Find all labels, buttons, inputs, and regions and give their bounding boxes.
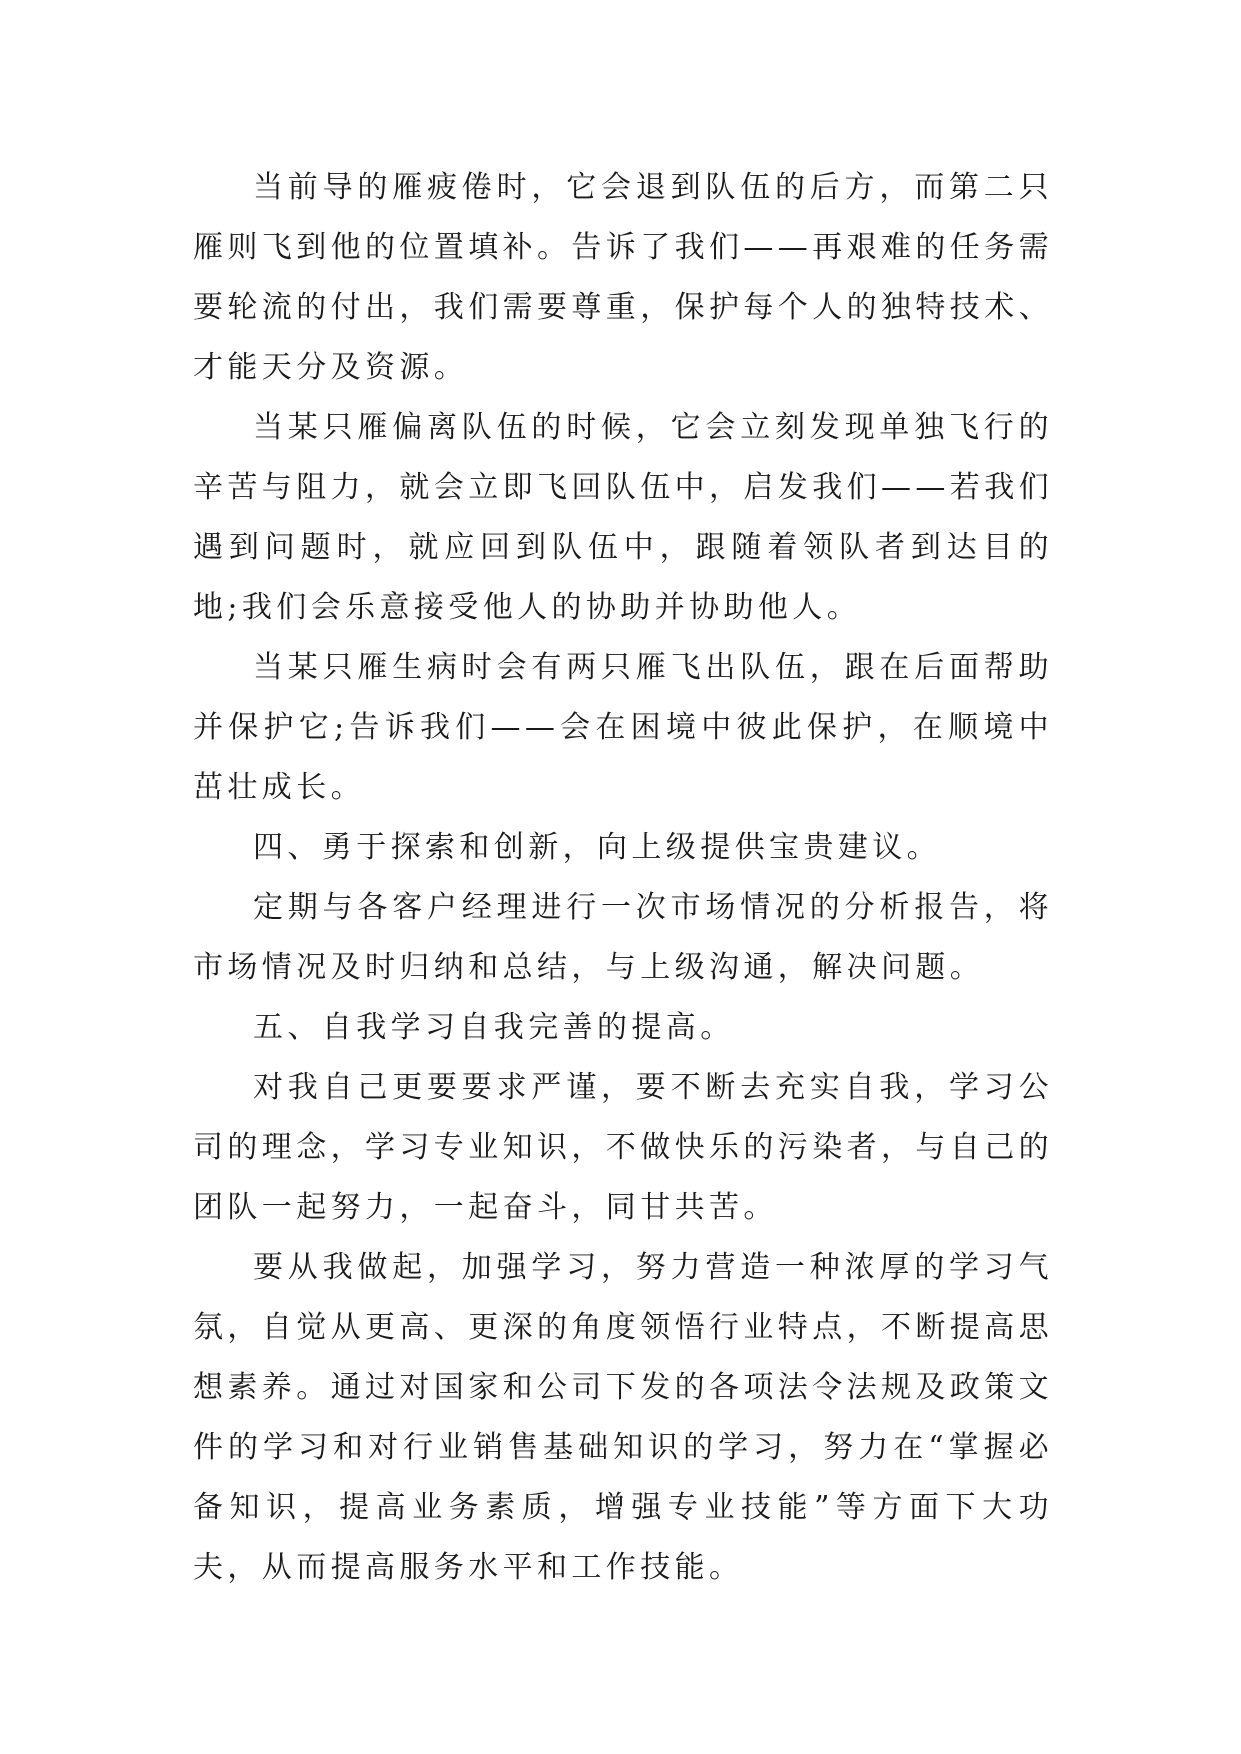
paragraph-wild-geese-rotation: 当前导的雁疲倦时，它会退到队伍的后方，而第二只雁则飞到他的位置填补。告诉了我们——再艰难的任务需要轮流的付出，我们需要尊重，保护每个人的独特技术、才能天分及资源。 (193, 170, 1053, 385)
paragraph-wild-geese-return: 当某只雁偏离队伍的时候，它会立刻发现单独飞行的辛苦与阻力，就会立即飞回队伍中，启发我们——若我们遇到问题时，就应回到队伍中，跟随着领队者到达目的地;我们会乐意接受他人的协助并协助他人。 (193, 410, 1053, 625)
section-heading-five: 五、自我学习自我完善的提高。 (253, 1010, 735, 1045)
paragraph-learning: 要从我做起，加强学习，努力营造一种浓厚的学习气氛，自觉从更高、更深的角度领悟行业特点，不断提高思想素养。通过对国家和公司下发的各项法令法规及政策文件的学习和对行业销售基础知识的学习，努力在“掌握必备知识，提高业务素质，增强专业技能”等方面下大功夫，从而提高服务水平和工作技能。 (193, 1250, 1053, 1585)
paragraph-market-report: 定期与各客户经理进行一次市场情况的分析报告，将市场情况及时归纳和总结，与上级沟通，解决问题。 (193, 890, 1053, 985)
document-body (193, 158, 1053, 1598)
section-heading-four: 四、勇于探索和创新，向上级提供宝贵建议。 (253, 830, 941, 865)
paragraph-wild-geese-sick: 当某只雁生病时会有两只雁飞出队伍，跟在后面帮助并保护它;告诉我们——会在困境中彼此保护，在顺境中茁壮成长。 (193, 650, 1053, 805)
paragraph-self-improvement: 对我自己更要要求严谨，要不断去充实自我，学习公司的理念，学习专业知识，不做快乐的污染者，与自己的团队一起努力，一起奋斗，同甘共苦。 (193, 1070, 1053, 1225)
